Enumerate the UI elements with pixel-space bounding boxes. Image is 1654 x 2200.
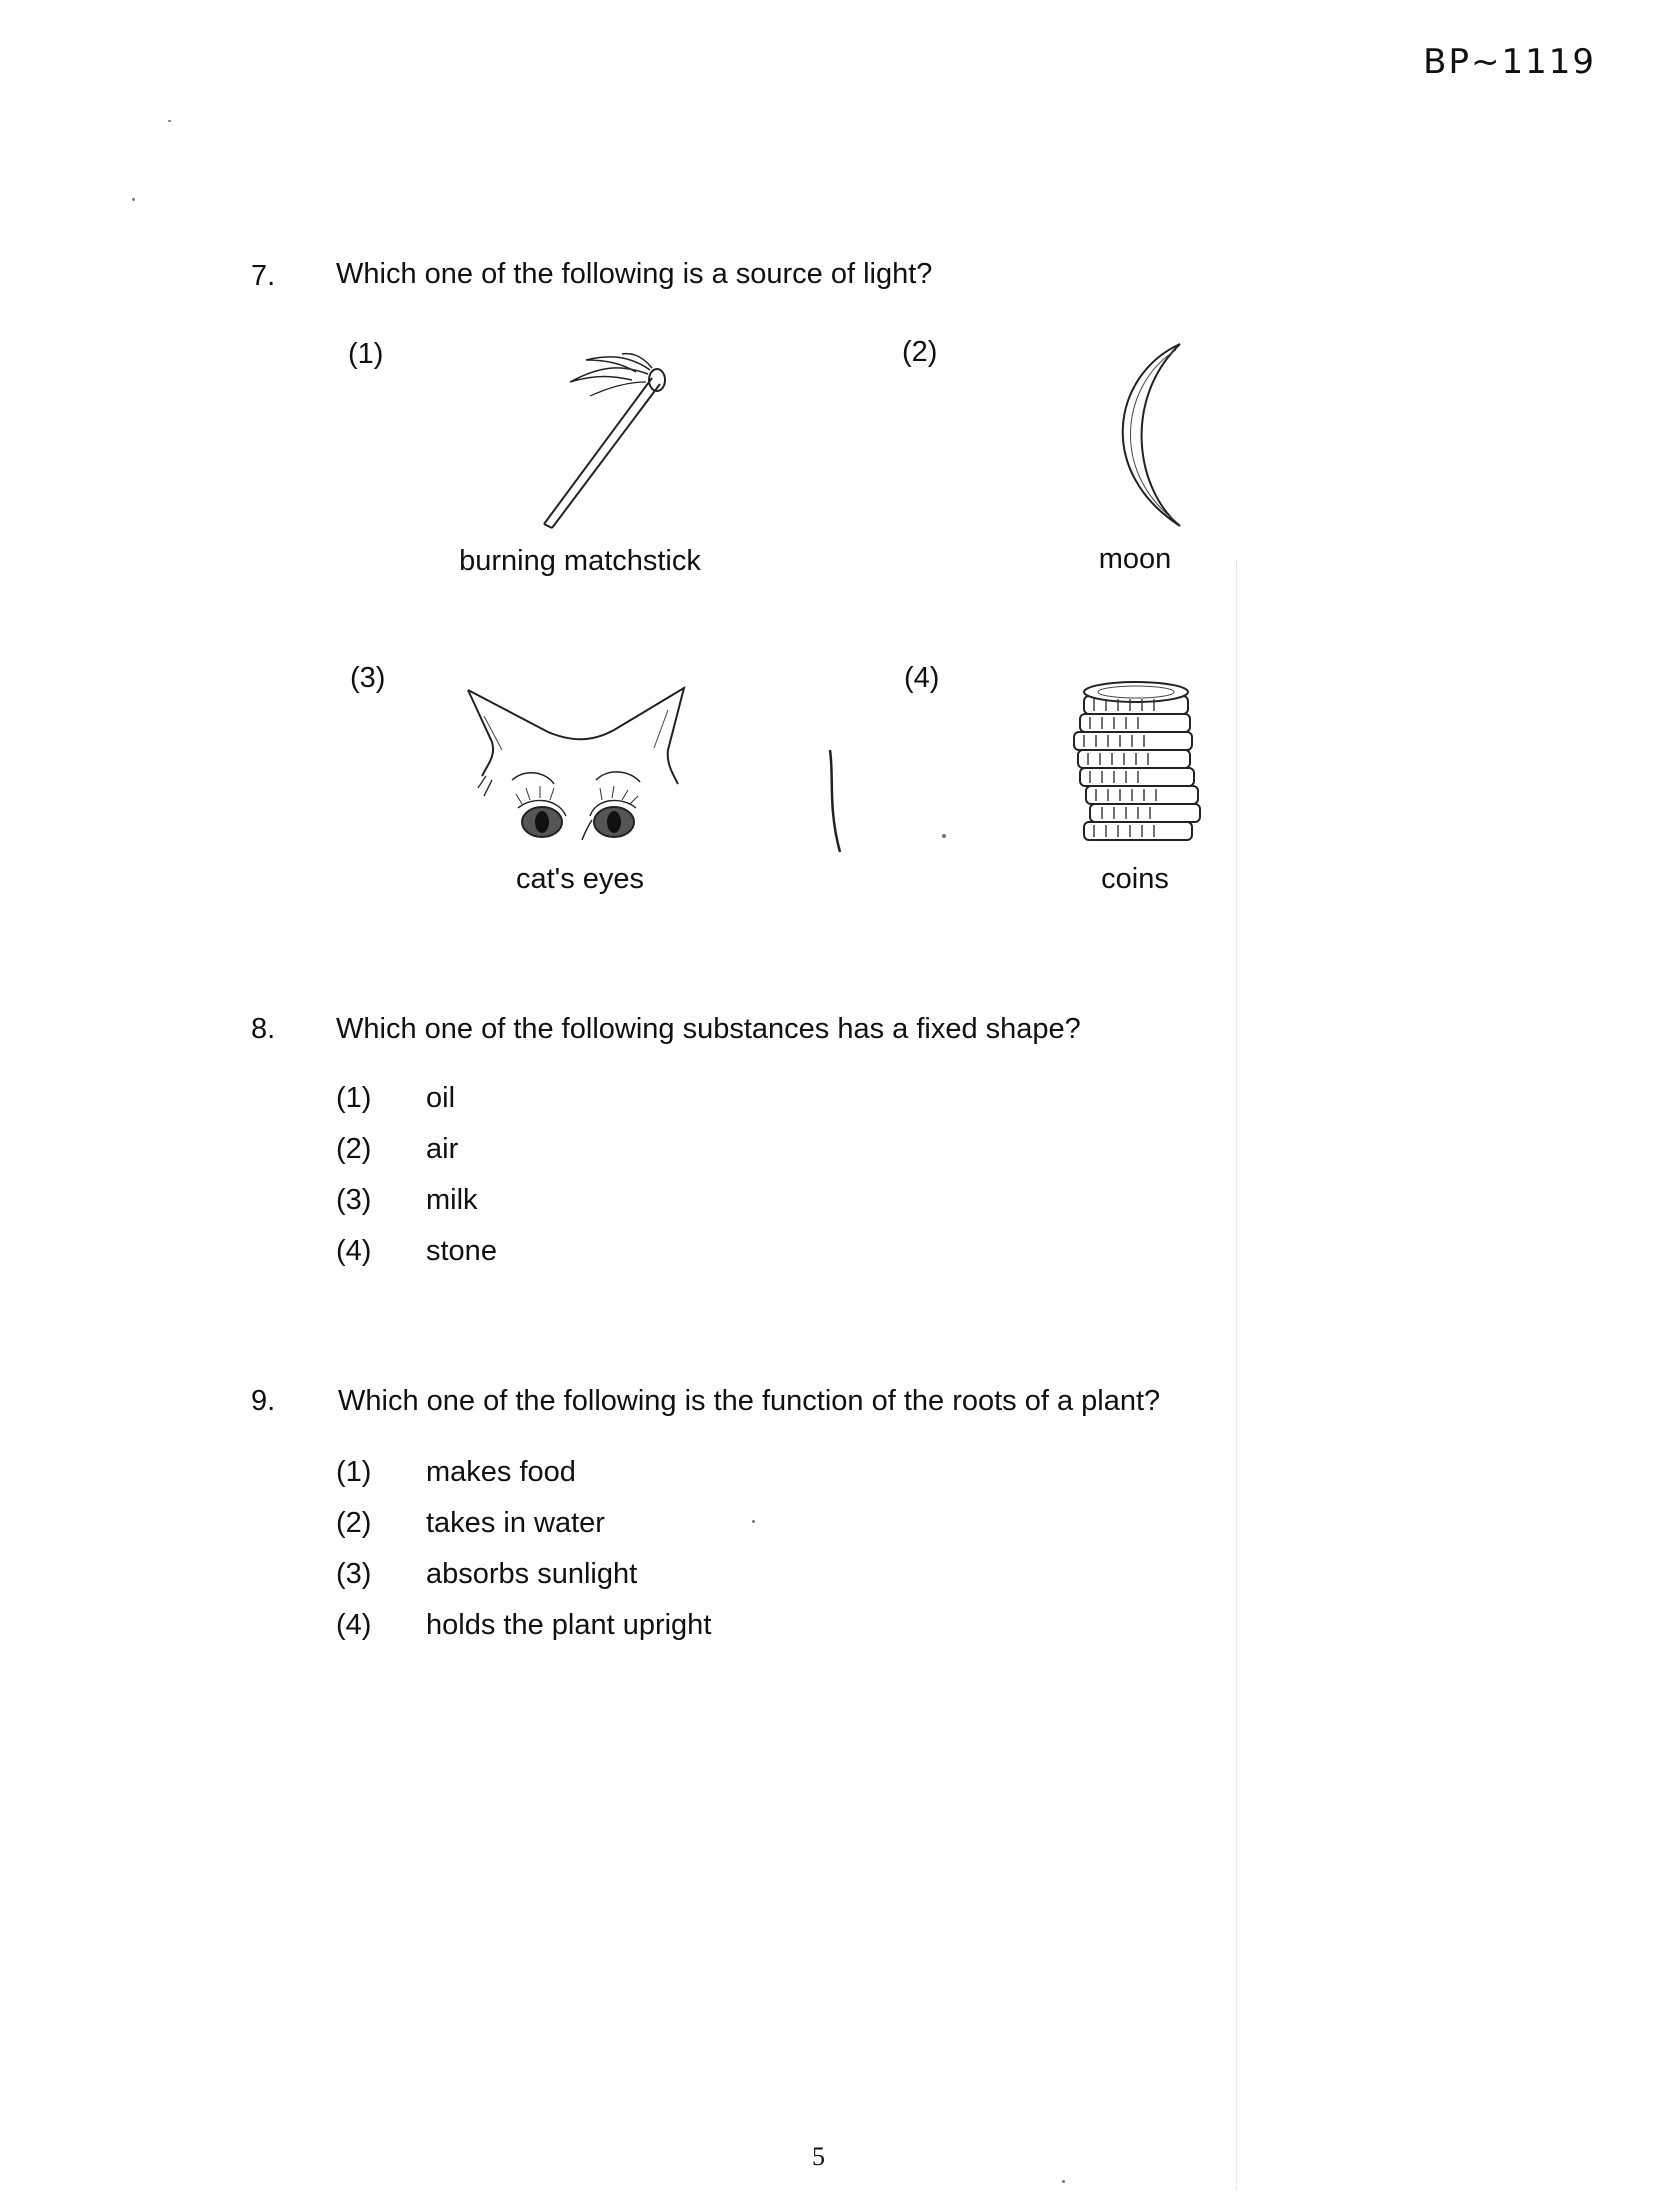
pen-stroke-mark (826, 748, 846, 858)
scan-speck (942, 834, 946, 838)
option-text: takes in water (426, 1507, 605, 1539)
paper-code: BP~1119 (1423, 42, 1596, 82)
coin-stack-icon (1064, 674, 1224, 854)
option-text: holds the plant upright (426, 1609, 712, 1641)
option-label: (1) (336, 1082, 372, 1114)
page-number: 5 (812, 2142, 825, 2171)
question-number: 8. (251, 1013, 276, 1045)
crescent-moon-icon (1084, 340, 1194, 530)
option-text: air (426, 1133, 459, 1165)
option-label: (4) (904, 662, 940, 694)
scan-speck (132, 198, 135, 201)
option-text: milk (426, 1184, 478, 1216)
burning-matchstick-icon (530, 352, 670, 532)
question-number: 9. (251, 1385, 276, 1417)
option-label: (2) (336, 1133, 372, 1165)
scan-speck (1062, 2180, 1065, 2183)
option-text: stone (426, 1235, 497, 1267)
option-text: oil (426, 1082, 456, 1114)
question-text: Which one of the following substances has a fixed shape? (336, 1013, 1081, 1045)
scan-speck (752, 1520, 755, 1523)
option-label: (2) (336, 1507, 372, 1539)
option-label: (4) (336, 1609, 372, 1641)
option-caption: moon (1098, 543, 1172, 575)
option-caption: burning matchstick (459, 545, 701, 577)
scan-edge-line (1236, 560, 1237, 2190)
option-caption: cat's eyes (515, 863, 645, 895)
option-text: makes food (426, 1456, 576, 1488)
option-label: (4) (336, 1235, 372, 1267)
cat-eyes-icon (462, 680, 692, 850)
option-label: (3) (350, 662, 386, 694)
option-label: (2) (902, 336, 938, 368)
option-text: absorbs sunlight (426, 1558, 638, 1590)
option-label: (3) (336, 1184, 372, 1216)
question-text: Which one of the following is the function of the roots of a plant? (338, 1385, 1161, 1417)
option-label: (1) (348, 338, 384, 370)
option-label: (1) (336, 1456, 372, 1488)
question-text: Which one of the following is a source of light? (336, 258, 933, 290)
option-label: (3) (336, 1558, 372, 1590)
question-number: 7. (251, 260, 276, 292)
scan-speck (168, 120, 171, 122)
option-caption: coins (1101, 863, 1169, 895)
